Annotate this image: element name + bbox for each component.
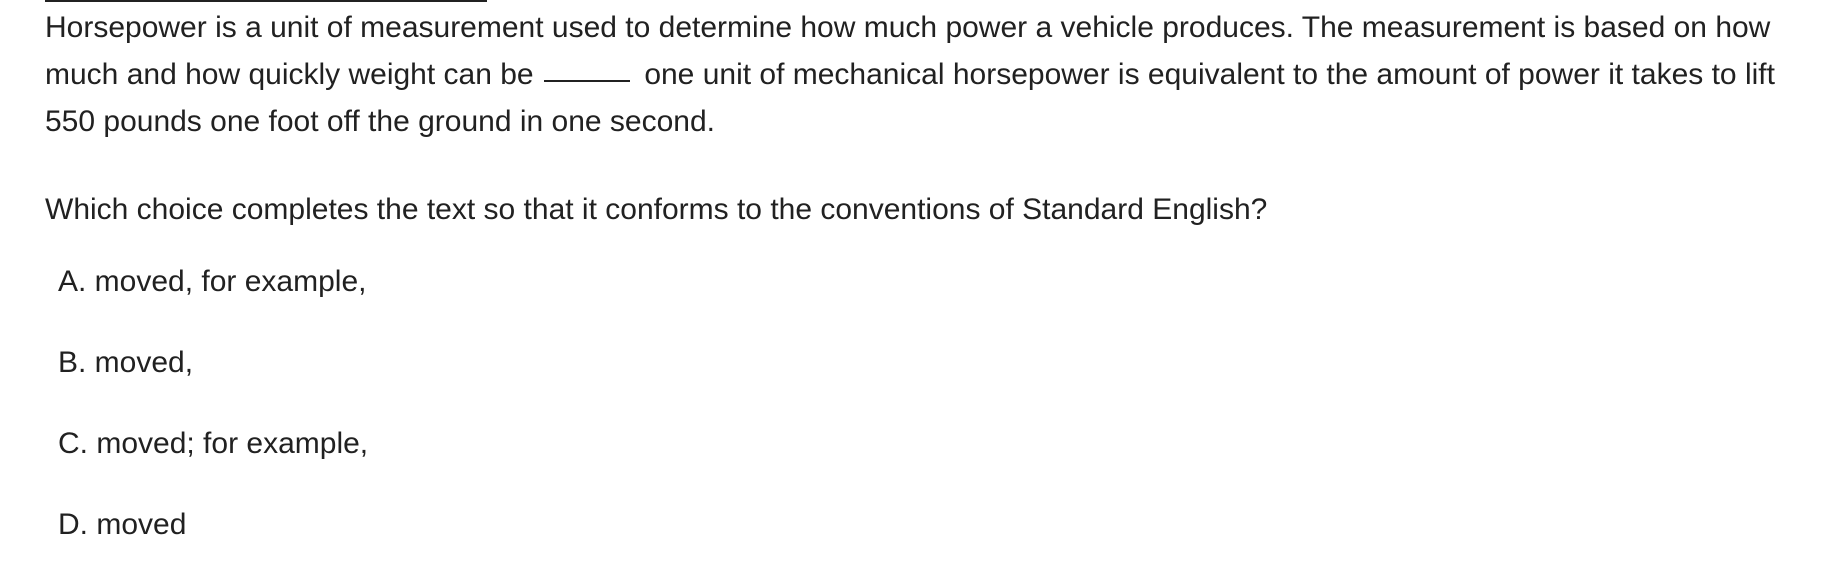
passage-after-blank: one unit of mechanical horsepower is equivalent to the amount of power it takes to lift 550 pounds one foot off the ground in one second. bbox=[45, 58, 1775, 138]
question-prompt: Which choice completes the text so that it conforms to the conventions of Standard English? bbox=[45, 193, 1268, 226]
choice-c[interactable]: C. moved; for example, bbox=[58, 427, 369, 460]
top-divider bbox=[45, 0, 487, 2]
choice-a[interactable]: A. moved, for example, bbox=[58, 265, 367, 298]
passage-before-blank: Horsepower is a unit of measurement used to determine how much power a vehicle produces. The measurement is based on how much and how quickly weight can be bbox=[45, 11, 1771, 91]
choice-d[interactable]: D. moved bbox=[58, 508, 187, 541]
passage-text bbox=[45, 4, 1805, 145]
answer-choices bbox=[58, 258, 368, 582]
choice-b[interactable]: B. moved, bbox=[58, 346, 194, 379]
fill-in-blank bbox=[544, 79, 630, 82]
